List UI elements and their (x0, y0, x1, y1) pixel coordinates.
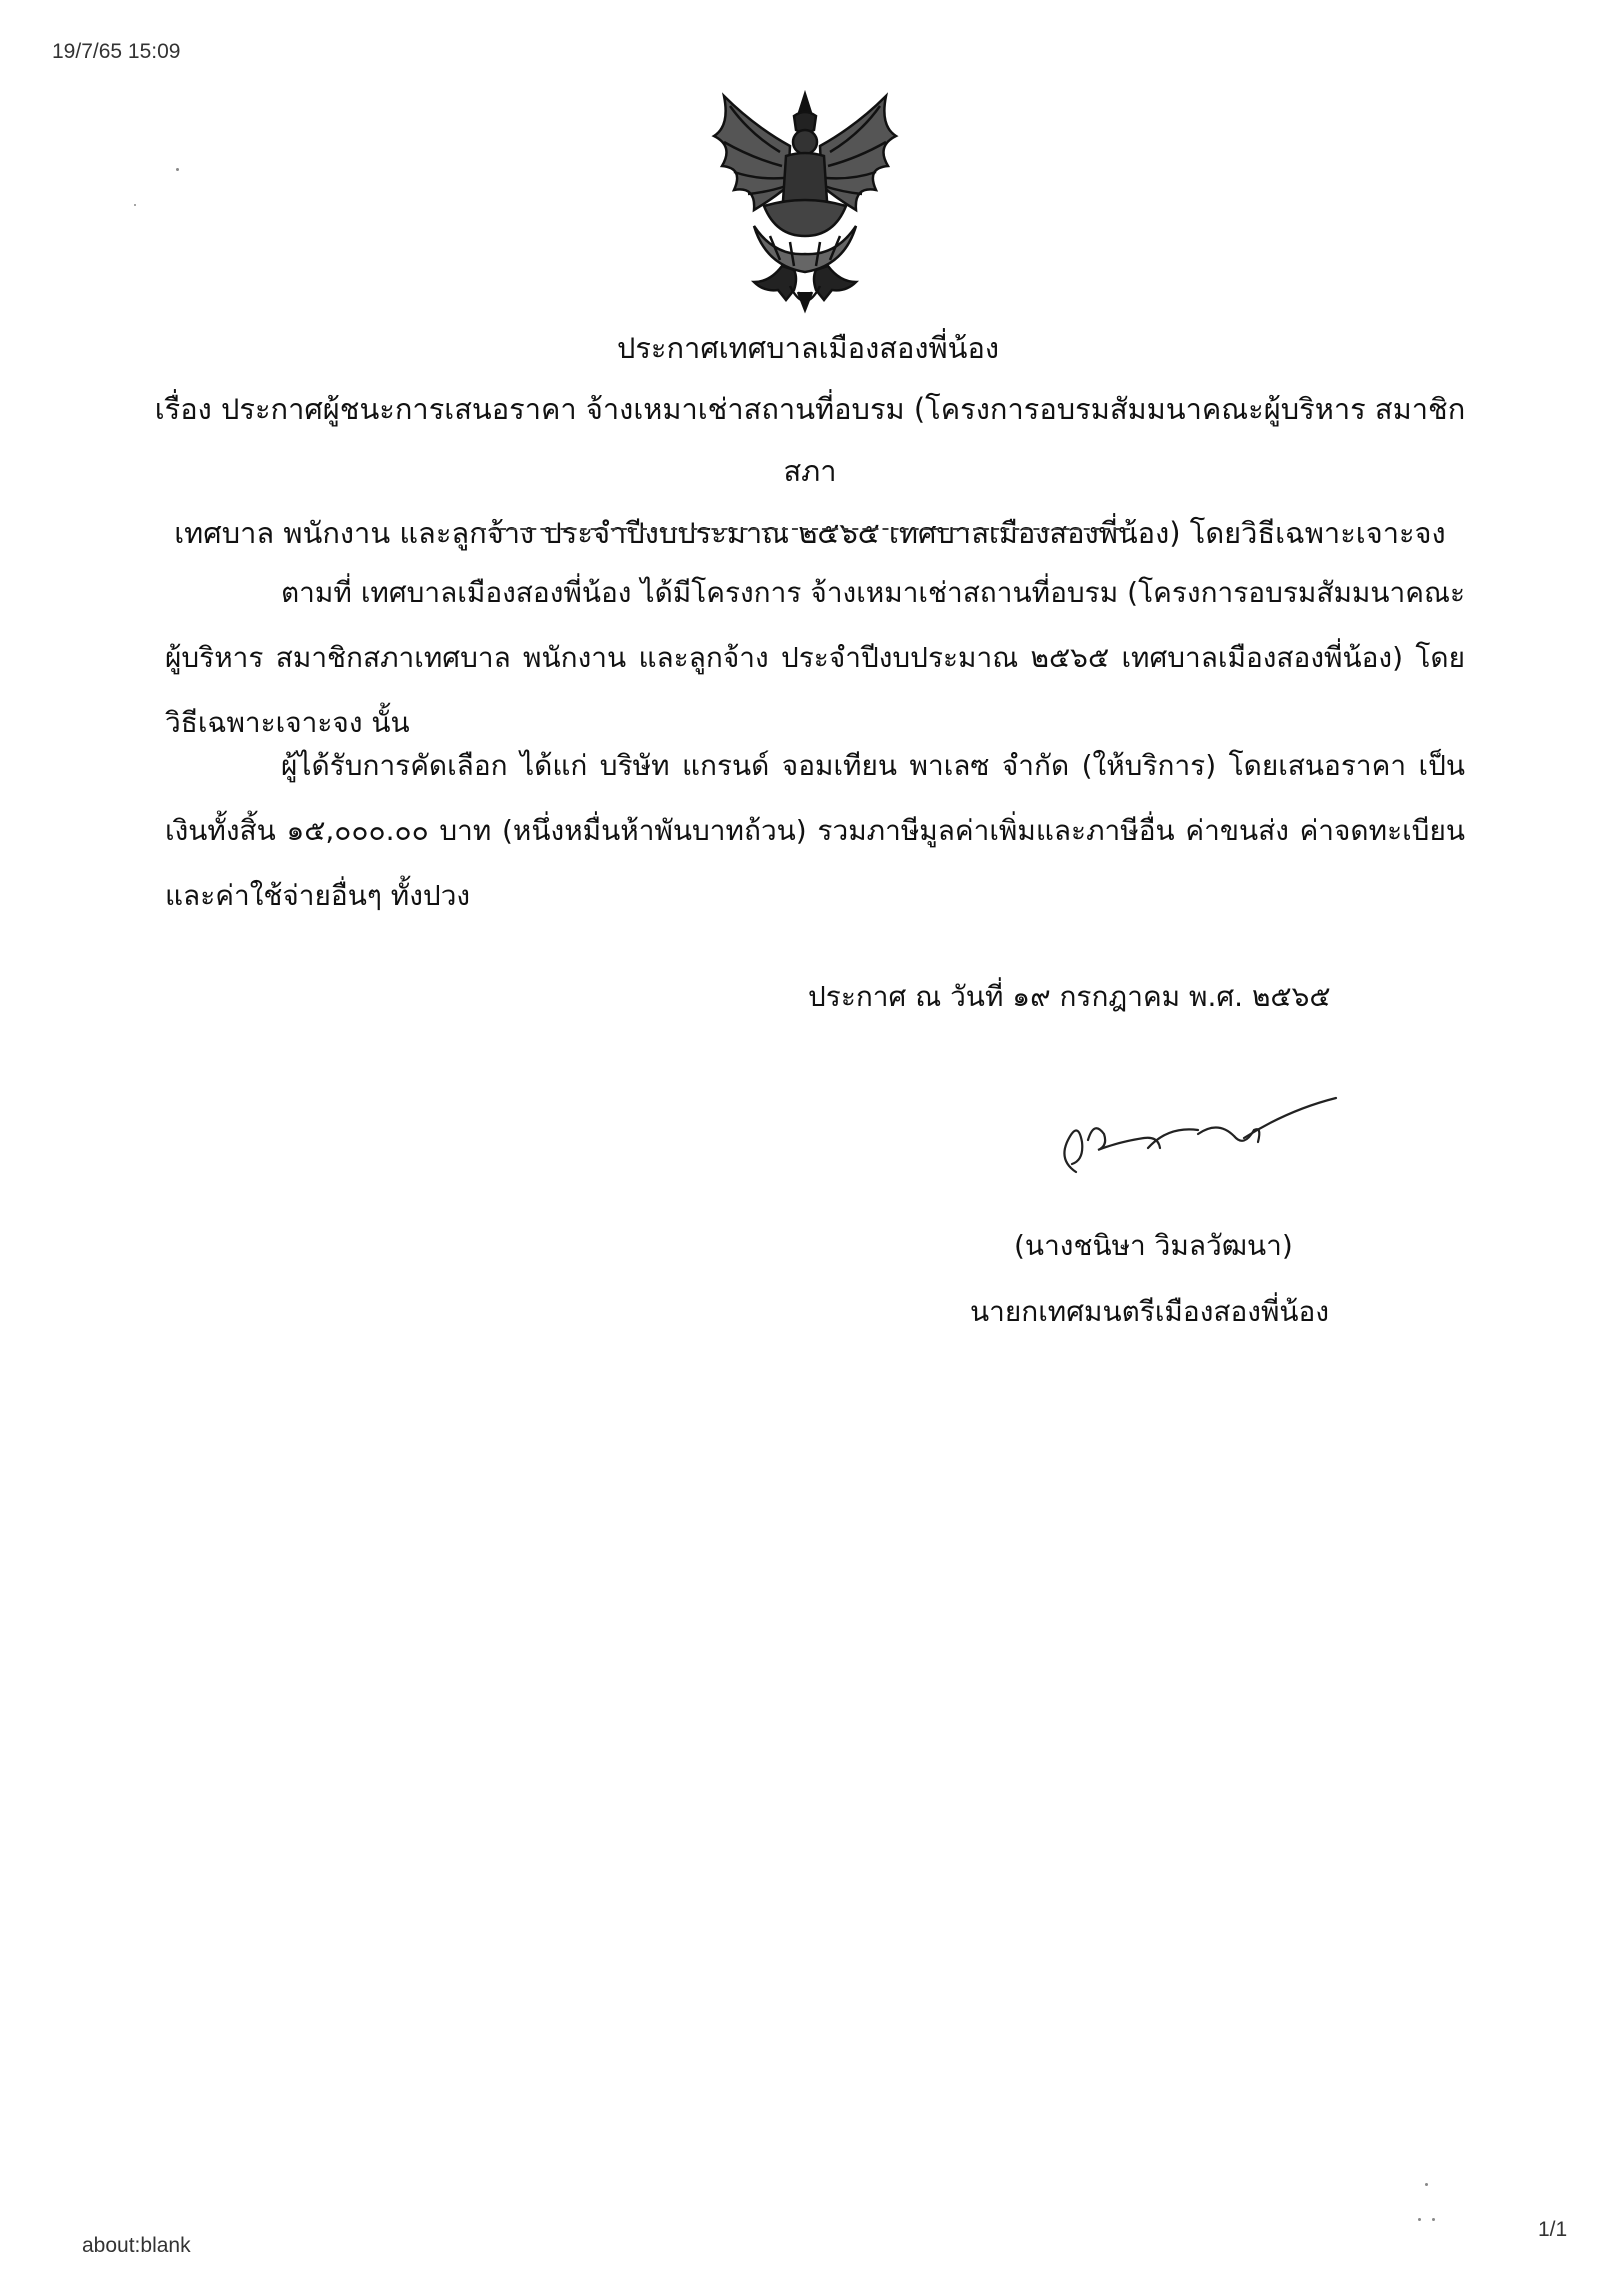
subject-line-1: เรื่อง ประกาศผู้ชนะการเสนอราคา จ้างเหมาเช่าสถานที่อบรม (โครงการอบรมสัมมนาคณะผู้บริหาร สมาชิกสภา (154, 392, 1466, 488)
dashed-divider (480, 528, 1130, 530)
paragraph-2-text: ผู้ได้รับการคัดเลือก ได้แก่ บริษัท แกรนด์ จอมเทียน พาเลซ จำกัด (ให้บริการ) โดยเสนอราคา เป็นเงินทั้งสิ้น ๑๕,๐๐๐.๐๐ บาท (หนึ่งหมื่นห้าพันบาทถ้วน) รวมภาษีมูลค่าเพิ่มและภาษีอื่น ค่าขนส่ง ค่าจดทะเบียน และค่าใช้จ่ายอื่นๆ ทั้งปวง (165, 749, 1465, 912)
body-paragraph-2 (165, 733, 1465, 928)
announcement-date: ประกาศ ณ วันที่ ๑๙ กรกฎาคม พ.ศ. ๒๕๖๕ (808, 980, 1331, 1013)
scan-speck (134, 204, 136, 206)
scan-speck (1425, 2183, 1428, 2186)
signer-position: นายกเทศมนตรีเมืองสองพี่น้อง (970, 1295, 1330, 1328)
signer-name: (นางชนิษา วิมลวัฒนา) (1014, 1229, 1293, 1262)
body-paragraph-1 (165, 560, 1465, 755)
subject-line-2: เทศบาล พนักงาน และลูกจ้าง ประจำปีงบประมาณ ๒๕๖๕ เทศบาลเมืองสองพี่น้อง) โดยวิธีเฉพาะเจาะจง (174, 516, 1446, 550)
paragraph-1-text: ตามที่ เทศบาลเมืองสองพี่น้อง ได้มีโครงการ จ้างเหมาเช่าสถานที่อบรม (โครงการอบรมสัมมนาคณะผู้บริหาร สมาชิกสภาเทศบาล พนักงาน และลูกจ้าง ประจำปีงบประมาณ ๒๕๖๕ เทศบาลเมืองสองพี่น้อง) โดยวิธีเฉพาะเจาะจง นั้น (165, 576, 1465, 739)
print-url: about:blank (82, 2234, 191, 2257)
handwritten-signature (1048, 1090, 1348, 1180)
garuda-emblem-icon (694, 86, 916, 316)
scan-speck (1418, 2218, 1421, 2221)
scan-speck (1432, 2218, 1435, 2221)
announcement-subject (130, 378, 1490, 564)
announcement-title: ประกาศเทศบาลเมืองสองพี่น้อง (616, 331, 1000, 365)
print-page-number: 1/1 (1538, 2218, 1568, 2241)
print-timestamp: 19/7/65 15:09 (52, 40, 181, 63)
scan-speck (176, 168, 179, 171)
